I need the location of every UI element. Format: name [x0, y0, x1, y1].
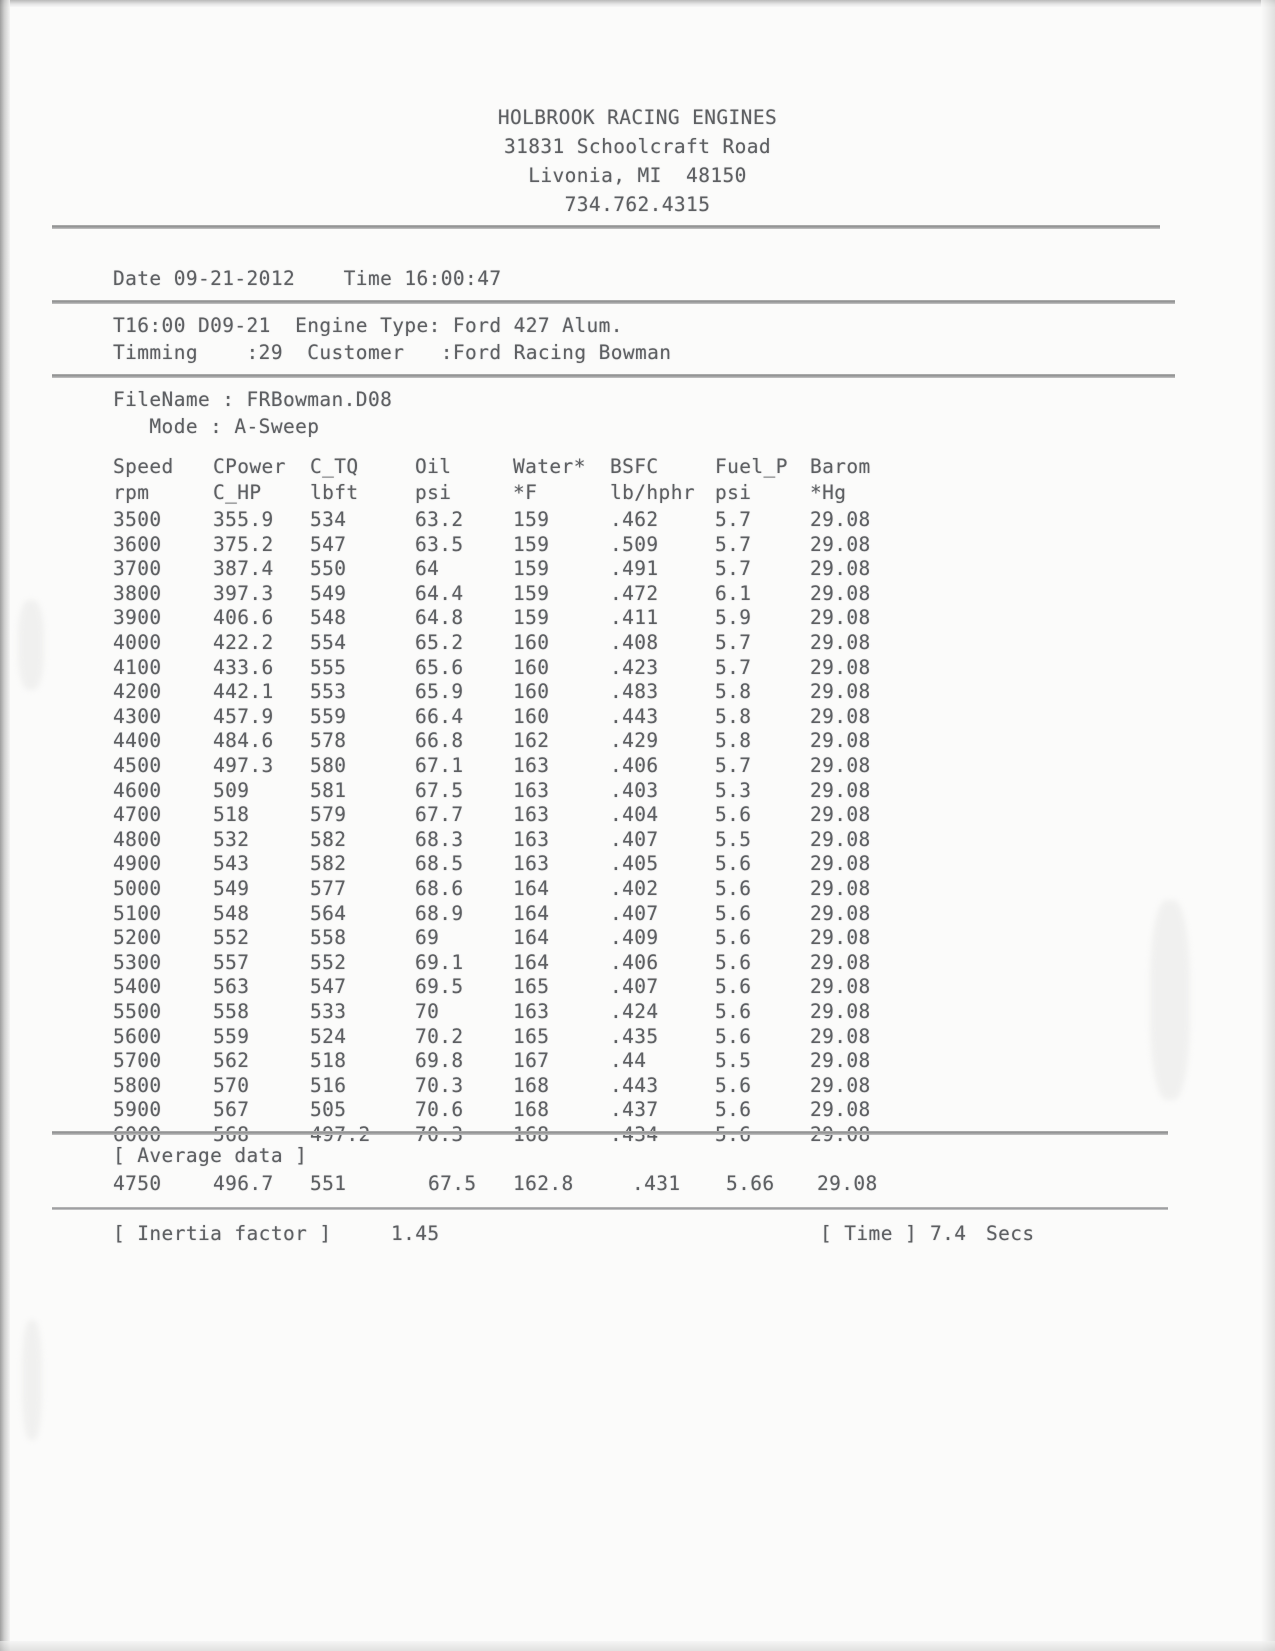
cell-r10c-5: .406 [610, 754, 659, 777]
mode-line: Mode : A-Sweep [113, 415, 320, 438]
cell-r0c-6: 5.7 [715, 508, 752, 531]
cell-r11c-5: .403 [610, 778, 659, 802]
divider-above-footer [52, 1207, 1168, 1210]
cell-r5c-6: 5.7 [715, 631, 752, 654]
cell-r17c-5: .409 [610, 926, 659, 950]
cell-r2c-2: 550 [310, 557, 347, 581]
cell-r21c-6: 5.6 [715, 1024, 752, 1048]
cell-r7c-3: 65.9 [415, 680, 464, 704]
cell-r3c-1: 397.3 [213, 581, 274, 605]
company-street: 31831 Schoolcraft Road [503, 135, 772, 158]
cell-r0c-4: 159 [513, 508, 550, 531]
cell-r6c-0: 4100 [113, 655, 162, 679]
cell-r18c-4: 164 [513, 950, 550, 974]
cell-r4c-6: 5.9 [715, 606, 752, 630]
cell-r19c-3: 69.5 [415, 975, 464, 999]
cell-r23c-4: 168 [513, 1073, 550, 1097]
cell-r22c-3: 69.8 [415, 1049, 464, 1073]
table-row [0, 975, 1275, 1000]
cell-r17c-1: 552 [213, 926, 250, 950]
column-header-5: BSFC [610, 455, 659, 478]
table-row [0, 1074, 1275, 1099]
cell-r19c-6: 5.6 [715, 975, 752, 999]
cell-r15c-1: 549 [213, 877, 250, 900]
cell-r13c-2: 582 [310, 827, 347, 851]
column-unit-4: *F [513, 481, 538, 504]
cell-r5c-0: 4000 [113, 631, 162, 654]
table-row [0, 1000, 1275, 1025]
cell-r20c-7: 29.08 [810, 1000, 871, 1023]
cell-r4c-4: 159 [513, 606, 550, 630]
cell-r8c-5: .443 [610, 704, 659, 728]
cell-r7c-4: 160 [513, 680, 550, 704]
cell-r17c-0: 5200 [113, 926, 162, 950]
cell-r16c-7: 29.08 [810, 901, 871, 925]
cell-r22c-4: 167 [513, 1049, 550, 1073]
cell-r2c-3: 64 [415, 557, 440, 581]
cell-r2c-7: 29.08 [810, 557, 871, 581]
cell-r12c-4: 163 [513, 803, 550, 827]
column-unit-1: C_HP [213, 481, 262, 504]
cell-r15c-3: 68.6 [415, 877, 464, 900]
cell-r21c-5: .435 [610, 1024, 659, 1048]
average-data-row [0, 1172, 1275, 1197]
cell-r8c-0: 4300 [113, 704, 162, 728]
cell-r12c-5: .404 [610, 803, 659, 827]
cell-r20c-6: 5.6 [715, 1000, 752, 1023]
company-name: HOLBROOK RACING ENGINES [497, 106, 778, 129]
average-cell-7: 29.08 [817, 1172, 878, 1195]
cell-r21c-3: 70.2 [415, 1024, 464, 1048]
inertia-factor-label: [ Inertia factor ] [113, 1222, 332, 1245]
run-time-label: [ Time ] [820, 1222, 918, 1245]
cell-r1c-5: .509 [610, 532, 659, 556]
table-row [0, 557, 1275, 582]
cell-r8c-2: 559 [310, 704, 347, 728]
cell-r4c-2: 548 [310, 606, 347, 630]
cell-r23c-1: 570 [213, 1073, 250, 1097]
cell-r0c-1: 355.9 [213, 508, 274, 531]
cell-r20c-0: 5500 [113, 1000, 162, 1023]
cell-r11c-6: 5.3 [715, 778, 752, 802]
cell-r6c-4: 160 [513, 655, 550, 679]
inertia-factor-value: 1.45 [391, 1222, 440, 1245]
table-row [0, 852, 1275, 877]
cell-r14c-5: .405 [610, 852, 659, 876]
average-cell-2: 551 [310, 1172, 347, 1195]
cell-r20c-5: .424 [610, 1000, 659, 1023]
divider-under-datetime [52, 300, 1175, 304]
column-unit-0: rpm [113, 481, 150, 504]
cell-r6c-7: 29.08 [810, 655, 871, 679]
cell-r18c-2: 552 [310, 950, 347, 974]
cell-r19c-7: 29.08 [810, 975, 871, 999]
cell-r0c-7: 29.08 [810, 508, 871, 531]
table-row [0, 533, 1275, 558]
table-row [0, 606, 1275, 631]
cell-r17c-3: 69 [415, 926, 440, 950]
cell-r9c-4: 162 [513, 729, 550, 753]
column-header-3: Oil [415, 455, 452, 478]
cell-r19c-0: 5400 [113, 975, 162, 999]
cell-r21c-1: 559 [213, 1024, 250, 1048]
scan-edge-bottom [0, 1641, 1275, 1651]
cell-r18c-3: 69.1 [415, 950, 464, 974]
cell-r22c-7: 29.08 [810, 1049, 871, 1073]
cell-r3c-5: .472 [610, 581, 659, 605]
cell-r6c-6: 5.7 [715, 655, 752, 679]
table-row [0, 779, 1275, 804]
table-row [0, 1049, 1275, 1074]
cell-r9c-6: 5.8 [715, 729, 752, 753]
cell-r11c-2: 581 [310, 778, 347, 802]
cell-r2c-1: 387.4 [213, 557, 274, 581]
cell-r6c-3: 65.6 [415, 655, 464, 679]
cell-r24c-7: 29.08 [810, 1098, 871, 1122]
cell-r8c-1: 457.9 [213, 704, 274, 728]
cell-r2c-4: 159 [513, 557, 550, 581]
cell-r8c-6: 5.8 [715, 704, 752, 728]
cell-r16c-6: 5.6 [715, 901, 752, 925]
table-row [0, 803, 1275, 828]
company-city-state-zip: Livonia, MI 48150 [528, 164, 747, 187]
cell-r23c-3: 70.3 [415, 1073, 464, 1097]
cell-r12c-3: 67.7 [415, 803, 464, 827]
cell-r13c-6: 5.5 [715, 827, 752, 851]
cell-r23c-0: 5800 [113, 1073, 162, 1097]
table-row [0, 828, 1275, 853]
cell-r17c-2: 558 [310, 926, 347, 950]
cell-r12c-7: 29.08 [810, 803, 871, 827]
cell-r18c-7: 29.08 [810, 950, 871, 974]
cell-r18c-1: 557 [213, 950, 250, 974]
cell-r13c-7: 29.08 [810, 827, 871, 851]
cell-r11c-4: 163 [513, 778, 550, 802]
cell-r6c-2: 555 [310, 655, 347, 679]
cell-r14c-1: 543 [213, 852, 250, 876]
cell-r1c-3: 63.5 [415, 532, 464, 556]
cell-r17c-6: 5.6 [715, 926, 752, 950]
cell-r3c-0: 3800 [113, 581, 162, 605]
cell-r2c-6: 5.7 [715, 557, 752, 581]
date-time-line: Date 09-21-2012 Time 16:00:47 [113, 267, 502, 290]
cell-r15c-2: 577 [310, 877, 347, 900]
cell-r6c-1: 433.6 [213, 655, 274, 679]
table-row [0, 631, 1275, 656]
cell-r13c-0: 4800 [113, 827, 162, 851]
cell-r10c-7: 29.08 [810, 754, 871, 777]
cell-r7c-7: 29.08 [810, 680, 871, 704]
cell-r13c-5: .407 [610, 827, 659, 851]
table-row [0, 508, 1275, 533]
cell-r8c-3: 66.4 [415, 704, 464, 728]
run-info-line-2: Timming :29 Customer :Ford Racing Bowman [113, 341, 672, 364]
run-info-line-1: T16:00 D09-21 Engine Type: Ford 427 Alum. [113, 314, 623, 337]
cell-r8c-7: 29.08 [810, 704, 871, 728]
cell-r12c-0: 4700 [113, 803, 162, 827]
cell-r2c-0: 3700 [113, 557, 162, 581]
average-data-title: [ Average data ] [113, 1144, 308, 1167]
average-cell-0: 4750 [113, 1172, 162, 1195]
cell-r7c-1: 442.1 [213, 680, 274, 704]
cell-r0c-0: 3500 [113, 508, 162, 531]
average-cell-4: 162.8 [513, 1172, 574, 1195]
cell-r9c-7: 29.08 [810, 729, 871, 753]
cell-r5c-5: .408 [610, 631, 659, 654]
cell-r6c-5: .423 [610, 655, 659, 679]
cell-r12c-2: 579 [310, 803, 347, 827]
divider-above-average [52, 1131, 1168, 1135]
table-row [0, 902, 1275, 927]
cell-r18c-0: 5300 [113, 950, 162, 974]
table-row [0, 729, 1275, 754]
scan-smudge [22, 1320, 42, 1440]
cell-r18c-5: .406 [610, 950, 659, 974]
cell-r17c-4: 164 [513, 926, 550, 950]
cell-r7c-0: 4200 [113, 680, 162, 704]
column-header-6: Fuel_P [715, 455, 788, 478]
average-cell-3: 67.5 [428, 1172, 477, 1195]
cell-r9c-5: .429 [610, 729, 659, 753]
column-unit-2: lbft [310, 481, 359, 504]
cell-r10c-3: 67.1 [415, 754, 464, 777]
cell-r14c-2: 582 [310, 852, 347, 876]
cell-r22c-6: 5.5 [715, 1049, 752, 1073]
cell-r7c-5: .483 [610, 680, 659, 704]
cell-r15c-6: 5.6 [715, 877, 752, 900]
divider-under-run-info [52, 374, 1175, 378]
cell-r14c-6: 5.6 [715, 852, 752, 876]
table-row [0, 951, 1275, 976]
cell-r19c-1: 563 [213, 975, 250, 999]
cell-r3c-6: 6.1 [715, 581, 752, 605]
table-row [0, 1098, 1275, 1123]
cell-r24c-2: 505 [310, 1098, 347, 1122]
cell-r24c-0: 5900 [113, 1098, 162, 1122]
cell-r16c-4: 164 [513, 901, 550, 925]
company-phone: 734.762.4315 [564, 193, 711, 216]
table-row [0, 1025, 1275, 1050]
cell-r22c-5: .44 [610, 1049, 647, 1073]
cell-r4c-1: 406.6 [213, 606, 274, 630]
cell-r23c-2: 516 [310, 1073, 347, 1097]
cell-r0c-5: .462 [610, 508, 659, 531]
column-header-0: Speed [113, 455, 174, 478]
cell-r23c-7: 29.08 [810, 1073, 871, 1097]
cell-r16c-3: 68.9 [415, 901, 464, 925]
filename-line: FileName : FRBowman.D08 [113, 388, 393, 411]
cell-r15c-5: .402 [610, 877, 659, 900]
cell-r22c-1: 562 [213, 1049, 250, 1073]
table-row [0, 926, 1275, 951]
cell-r18c-6: 5.6 [715, 950, 752, 974]
cell-r16c-0: 5100 [113, 901, 162, 925]
cell-r2c-5: .491 [610, 557, 659, 581]
cell-r12c-6: 5.6 [715, 803, 752, 827]
cell-r1c-2: 547 [310, 532, 347, 556]
cell-r14c-0: 4900 [113, 852, 162, 876]
cell-r1c-6: 5.7 [715, 532, 752, 556]
cell-r16c-2: 564 [310, 901, 347, 925]
run-time-units: Secs [986, 1222, 1035, 1245]
cell-r3c-2: 549 [310, 581, 347, 605]
column-header-1: CPower [213, 455, 286, 478]
cell-r14c-4: 163 [513, 852, 550, 876]
cell-r10c-6: 5.7 [715, 754, 752, 777]
cell-r9c-0: 4400 [113, 729, 162, 753]
cell-r1c-4: 159 [513, 532, 550, 556]
cell-r15c-7: 29.08 [810, 877, 871, 900]
cell-r13c-3: 68.3 [415, 827, 464, 851]
table-row [0, 656, 1275, 681]
cell-r23c-5: .443 [610, 1073, 659, 1097]
cell-r19c-4: 165 [513, 975, 550, 999]
cell-r24c-5: .437 [610, 1098, 659, 1122]
cell-r8c-4: 160 [513, 704, 550, 728]
table-row [0, 582, 1275, 607]
column-header-7: Barom [810, 455, 871, 478]
cell-r20c-3: 70 [415, 1000, 440, 1023]
cell-r13c-1: 532 [213, 827, 250, 851]
cell-r10c-0: 4500 [113, 754, 162, 777]
cell-r1c-7: 29.08 [810, 532, 871, 556]
cell-r1c-0: 3600 [113, 532, 162, 556]
average-cell-5: .431 [632, 1172, 681, 1195]
column-header-2: C_TQ [310, 455, 359, 478]
cell-r22c-2: 518 [310, 1049, 347, 1073]
cell-r9c-3: 66.8 [415, 729, 464, 753]
cell-r11c-0: 4600 [113, 778, 162, 802]
cell-r24c-3: 70.6 [415, 1098, 464, 1122]
table-units-row [0, 481, 1275, 506]
cell-r19c-2: 547 [310, 975, 347, 999]
cell-r11c-3: 67.5 [415, 778, 464, 802]
cell-r5c-7: 29.08 [810, 631, 871, 654]
divider-under-letterhead [52, 225, 1160, 229]
average-cell-1: 496.7 [213, 1172, 274, 1195]
cell-r15c-0: 5000 [113, 877, 162, 900]
table-row [0, 680, 1275, 705]
cell-r10c-2: 580 [310, 754, 347, 777]
cell-r12c-1: 518 [213, 803, 250, 827]
cell-r4c-5: .411 [610, 606, 659, 630]
cell-r7c-2: 553 [310, 680, 347, 704]
cell-r21c-7: 29.08 [810, 1024, 871, 1048]
cell-r13c-4: 163 [513, 827, 550, 851]
cell-r20c-4: 163 [513, 1000, 550, 1023]
cell-r20c-1: 558 [213, 1000, 250, 1023]
cell-r3c-4: 159 [513, 581, 550, 605]
cell-r7c-6: 5.8 [715, 680, 752, 704]
cell-r24c-4: 168 [513, 1098, 550, 1122]
cell-r15c-4: 164 [513, 877, 550, 900]
table-row [0, 754, 1275, 779]
column-unit-3: psi [415, 481, 452, 504]
cell-r16c-1: 548 [213, 901, 250, 925]
cell-r24c-1: 567 [213, 1098, 250, 1122]
cell-r4c-0: 3900 [113, 606, 162, 630]
cell-r16c-5: .407 [610, 901, 659, 925]
cell-r5c-1: 422.2 [213, 631, 274, 654]
cell-r0c-2: 534 [310, 508, 347, 531]
cell-r14c-3: 68.5 [415, 852, 464, 876]
cell-r20c-2: 533 [310, 1000, 347, 1023]
table-row [0, 877, 1275, 902]
cell-r11c-1: 509 [213, 778, 250, 802]
cell-r5c-3: 65.2 [415, 631, 464, 654]
cell-r9c-1: 484.6 [213, 729, 274, 753]
cell-r10c-4: 163 [513, 754, 550, 777]
column-unit-7: *Hg [810, 481, 847, 504]
column-unit-6: psi [715, 481, 752, 504]
column-unit-5: lb/hphr [610, 481, 695, 504]
cell-r1c-1: 375.2 [213, 532, 274, 556]
scan-edge-top [0, 0, 1275, 7]
cell-r5c-4: 160 [513, 631, 550, 654]
cell-r9c-2: 578 [310, 729, 347, 753]
cell-r11c-7: 29.08 [810, 778, 871, 802]
cell-r23c-6: 5.6 [715, 1073, 752, 1097]
run-time-value: 7.4 [930, 1222, 967, 1245]
cell-r21c-0: 5600 [113, 1024, 162, 1048]
cell-r5c-2: 554 [310, 631, 347, 654]
cell-r10c-1: 497.3 [213, 754, 274, 777]
cell-r14c-7: 29.08 [810, 852, 871, 876]
cell-r22c-0: 5700 [113, 1049, 162, 1073]
cell-r24c-6: 5.6 [715, 1098, 752, 1122]
cell-r21c-4: 165 [513, 1024, 550, 1048]
cell-r21c-2: 524 [310, 1024, 347, 1048]
table-header-row [0, 455, 1275, 480]
column-header-4: Water* [513, 455, 586, 478]
cell-r0c-3: 63.2 [415, 508, 464, 531]
cell-r3c-3: 64.4 [415, 581, 464, 605]
cell-r17c-7: 29.08 [810, 926, 871, 950]
average-cell-6: 5.66 [726, 1172, 775, 1195]
cell-r3c-7: 29.08 [810, 581, 871, 605]
cell-r4c-3: 64.8 [415, 606, 464, 630]
cell-r19c-5: .407 [610, 975, 659, 999]
cell-r4c-7: 29.08 [810, 606, 871, 630]
table-row [0, 705, 1275, 730]
